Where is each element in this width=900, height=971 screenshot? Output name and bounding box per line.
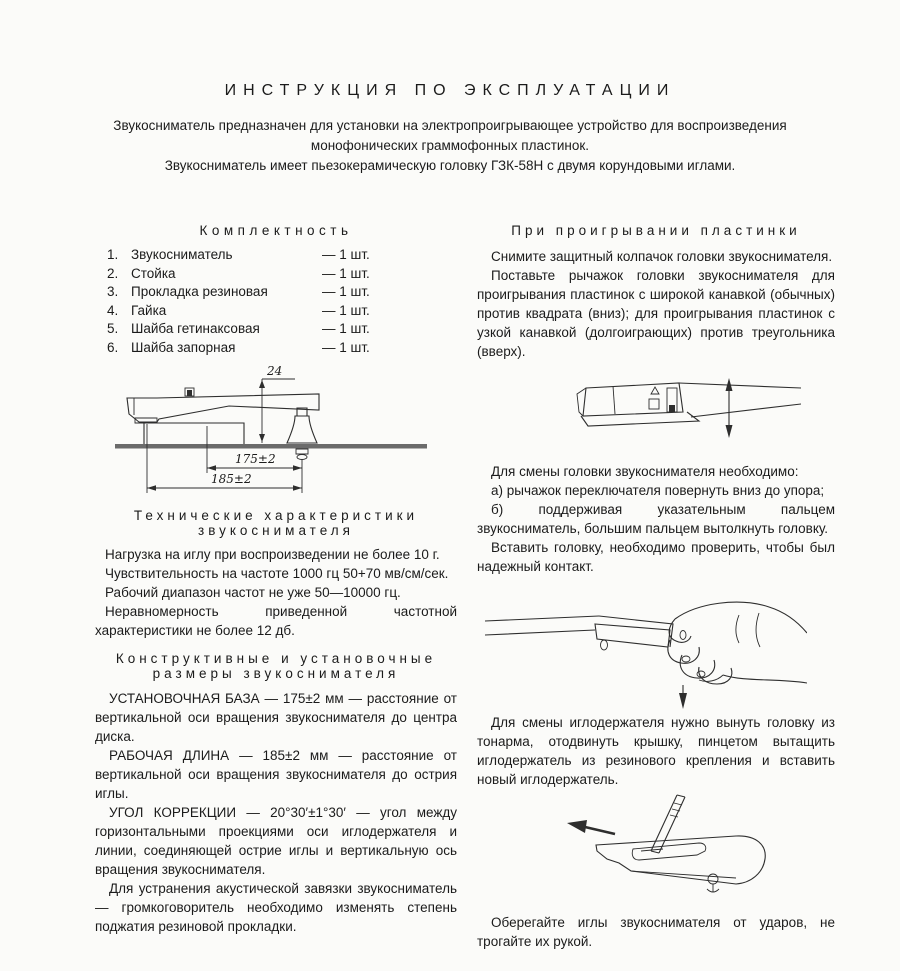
mounting-board (115, 444, 427, 449)
screw-stem (707, 884, 719, 892)
fingernail (697, 671, 705, 677)
tech-paragraph: Нагрузка на иглу при воспроизведении не более 10 г. (105, 547, 440, 562)
tech-paragraph: Рабочий диапазон частот не уже 50—10000 гц. (105, 585, 401, 600)
spindle-washer (297, 455, 307, 460)
head-change-step: б) поддерживая указательным пальцем звукосниматель, большим пальцем вытолкнуть головку. (477, 502, 835, 536)
list-item (95, 247, 457, 266)
constr-heading-line: Конструктивные и установочные (115, 651, 437, 666)
tonearm-lines (485, 616, 599, 635)
care-paragraph: Оберегайте иглы звукоснимателя от ударов, не трогайте их рукой. (477, 915, 835, 949)
kit-item-qty: — 1 шт. (322, 284, 370, 299)
head-change-note: Вставить головку, необходимо проверить, чтобы был надежный контакт. (477, 540, 835, 574)
head-detail (134, 398, 157, 423)
index-finger (668, 640, 699, 663)
kit-item-number: 3. (107, 284, 119, 299)
kit-item-qty: — 1 шт. (322, 302, 370, 318)
constr-paragraph: Для устранения акустической завязки звукосниматель — громкоговоритель необходимо изменять степень поджатия резиновой прокладки. (95, 881, 457, 934)
switch-lever-knob (669, 405, 675, 412)
kit-item-name: Звукосниматель (131, 247, 233, 262)
pickup-base (144, 423, 244, 444)
page-title: ИНСТРУКЦИЯ ПО ЭКСПЛУАТАЦИИ (224, 82, 676, 99)
head-change-step: а) рычажок переключателя повернуть вниз до упора; (491, 483, 825, 498)
head-body-outline (596, 836, 765, 884)
dim-175-arrow-right (293, 465, 302, 470)
spindle-nut (296, 449, 308, 454)
head-change-intro: Для смены головки звукоснимателя необходимо: (491, 464, 799, 479)
tonearm-bottom-line (691, 404, 801, 417)
kit-item-number: 5. (107, 321, 119, 336)
head-switch-diagram (491, 372, 801, 460)
list-item (95, 303, 457, 322)
pivot-stand (287, 408, 317, 443)
kit-item-number: 2. (107, 265, 119, 281)
head-divider (613, 386, 615, 414)
playing-paragraph: Снимите защитный колпачок головки звукоснимателя. (491, 249, 833, 264)
fingernail (682, 656, 690, 662)
down-arrow-head (726, 425, 733, 438)
list-item (95, 340, 457, 359)
kit-item-name: Шайба запорная (131, 339, 236, 355)
needle-slot (632, 843, 706, 860)
dim-24-label: 24 (267, 364, 283, 378)
left-arrow-shaft (585, 827, 615, 834)
kit-item-name: Стойка (131, 265, 176, 281)
dim-185-label: 185±2 (211, 472, 252, 486)
kit-item-number: 6. (107, 339, 119, 355)
pickup-dimensions-diagram (109, 360, 439, 500)
kit-heading: Комплектность (199, 223, 353, 238)
intro-text (90, 116, 810, 176)
kit-item-qty: — 1 шт. (322, 321, 370, 336)
square-marker (649, 399, 659, 409)
dim-185-arrow-left (147, 485, 156, 490)
constr-paragraph: РАБОЧАЯ ДЛИНА — 185±2 мм — расстояние от вертикальной оси вращения звукоснимателя до острия иглы. (95, 748, 457, 801)
list-item (95, 284, 457, 303)
right-column (477, 218, 835, 951)
hand-wrist-bottom (723, 675, 807, 683)
constr-heading-line: размеры звукоснимателя (152, 666, 400, 681)
dim-175-label: 175±2 (235, 452, 276, 466)
kit-item-number: 4. (107, 302, 119, 318)
lever-knob (187, 390, 192, 396)
head-tab (601, 640, 608, 650)
dim-185-arrow-right (293, 485, 302, 490)
dim-175-arrow-left (207, 465, 216, 470)
dim-24-arrow-down (259, 434, 265, 442)
thumbnail (680, 631, 686, 640)
intro-line: Звукосниматель имеет пьезокерамическую головку ГЗК-58Н с двумя корундовыми иглами. (164, 158, 736, 173)
needle-change-paragraph: Для смены иглодержателя нужно вынуть головку из тонарма, отодвинуть крышку, пинцетом вытащить иглодержатель из резинового крепления и вставить новый иглодержатель. (477, 715, 835, 787)
tech-paragraph: Чувствительность на частоте 1000 гц 50+70 мв/см/сек. (105, 566, 449, 581)
list-item (95, 266, 457, 285)
tech-heading-line: звукоснимателя (198, 523, 354, 538)
constr-paragraph: УСТАНОВОЧНАЯ БАЗА — 175±2 мм — расстояние от вертикальной оси вращения звукоснимателя до центра диска. (95, 691, 457, 744)
list-item (95, 321, 457, 340)
playing-heading: При проигрывании пластинки (511, 223, 801, 238)
left-column (95, 218, 457, 936)
kit-item-name: Шайба гетинаксовая (131, 321, 260, 336)
screw-detail (708, 874, 718, 884)
constr-paragraph: УГОЛ КОРРЕКЦИИ — 20°30′±1°30′ — угол между горизонтальными проекциями оси иглодержателя и линии, соединяющей острие иглы и вертикальную ось вращения звукоснимателя. (95, 805, 457, 877)
knuckle-lines (736, 613, 760, 647)
kit-list (95, 247, 457, 358)
playing-paragraph: Поставьте рычажок головки звукоснимателя для проигрывания пластинок с широкой канавкой (обычных) против квадрата (вниз); для проигрывания пластинок с узкой канавкой (долгоиграющих) против треугольника (вверх). (477, 268, 835, 359)
dim-24-arrow-up (259, 380, 265, 388)
hand-removing-head-diagram (477, 585, 807, 709)
kit-item-name: Гайка (131, 302, 167, 318)
kit-item-qty: — 1 шт. (322, 247, 370, 262)
tech-paragraph: Неравномерность приведенной частотной характеристики не более 12 дб. (95, 604, 457, 638)
tonearm-top-line (679, 383, 801, 388)
kit-item-qty: — 1 шт. (322, 339, 370, 355)
tweezers-needle-diagram (481, 793, 801, 909)
intro-line: Звукосниматель предназначен для установки на электропроигрывающее устройство для воспроизведения (113, 118, 787, 133)
left-arrow-head (567, 820, 587, 833)
intro-line: монофонических граммофонных пластинок. (310, 138, 590, 153)
down-arrow-head (679, 693, 687, 709)
triangle-marker (651, 387, 659, 394)
kit-item-name: Прокладка резиновая (131, 284, 268, 299)
kit-item-qty: — 1 шт. (322, 265, 370, 281)
kit-item-number: 1. (107, 247, 119, 262)
tech-heading-line: Технические характеристики (133, 508, 419, 523)
hand-back-contour (675, 602, 807, 633)
